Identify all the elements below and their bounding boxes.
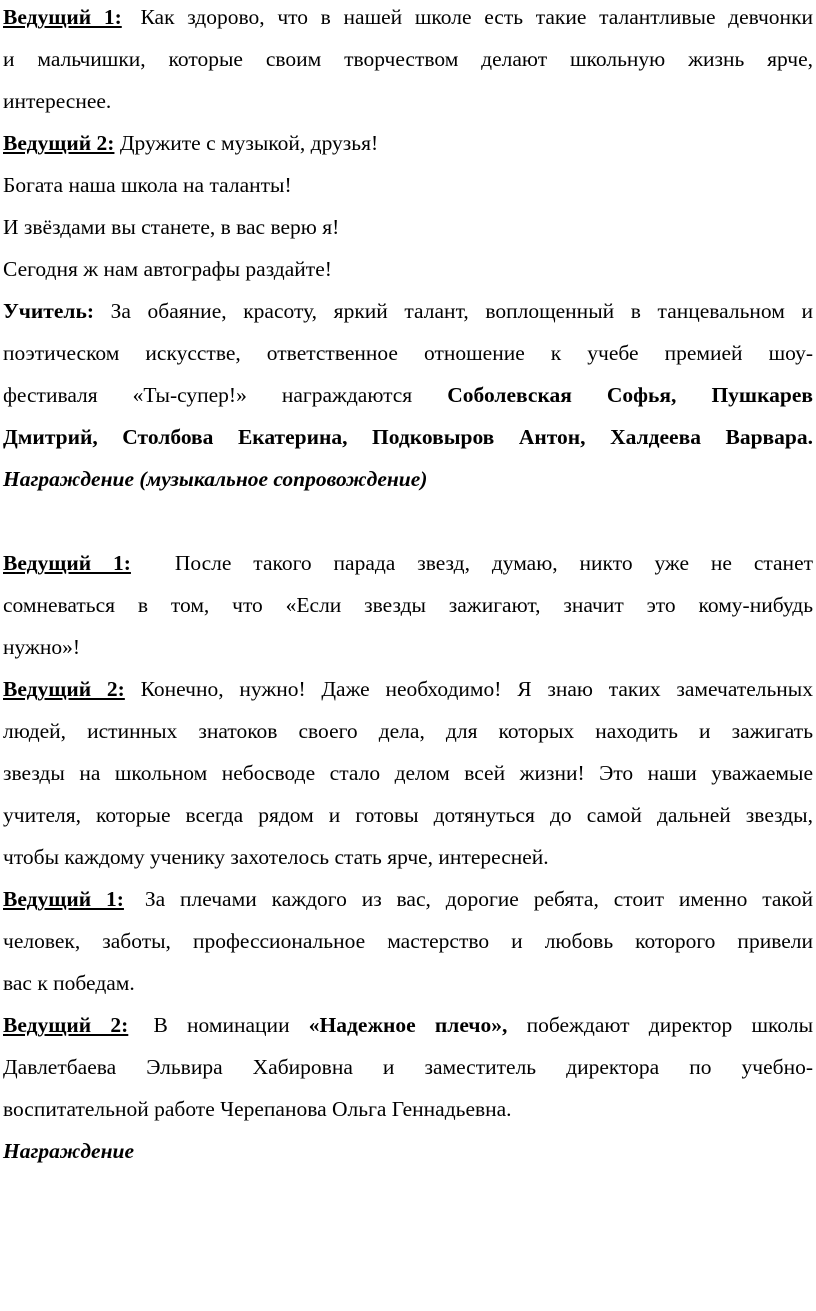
- text-line: [3, 290, 813, 332]
- paragraph-host1-intro: [3, 0, 813, 122]
- text-line: звезды на школьном небосводе стало делом всей жизни! Это наши уважаемые: [3, 761, 813, 785]
- speaker-label: Учитель:: [3, 299, 94, 323]
- text-line: [3, 374, 813, 416]
- text-line: [3, 668, 813, 710]
- line-text: За обаяние, красоту, яркий талант, воплощенный в танцевальном и: [110, 299, 813, 323]
- text-line: воспитательной работе Черепанова Ольга Геннадьевна.: [3, 1097, 512, 1121]
- line-text: Конечно, нужно! Даже необходимо! Я знаю таких замечательных: [140, 677, 814, 701]
- line-text: В номинации: [153, 1013, 290, 1037]
- text-line: И звёздами вы станете, в вас верю я!: [3, 215, 340, 239]
- stage-direction: Награждение: [3, 1139, 135, 1163]
- speaker-label: Ведущий 1:: [3, 887, 124, 911]
- text-line: Богата наша школа на таланты!: [3, 173, 292, 197]
- text-line: вас к победам.: [3, 971, 135, 995]
- text-line: Сегодня ж нам автографы раздайте!: [3, 257, 332, 281]
- text-line: чтобы каждому ученику захотелось стать ярче, интересней.: [3, 845, 549, 869]
- paragraph-host1-shoulders: [3, 878, 813, 1004]
- paragraph-host2-poem: [3, 122, 813, 290]
- speaker-label: Ведущий 1:: [3, 551, 131, 575]
- line-text: Дружите с музыкой, друзья!: [119, 131, 379, 155]
- nomination-title: «Надежное плечо»,: [308, 1013, 508, 1037]
- text-line: сомневаться в том, что «Если звезды зажигают, значит это кому-нибудь: [3, 593, 813, 617]
- speaker-label: Ведущий 2:: [3, 1013, 129, 1037]
- paragraph-teacher-award: [3, 290, 813, 500]
- line-text: побеждают директор школы: [526, 1013, 814, 1037]
- text-line: поэтическом искусстве, ответственное отношение к учебе премией шоу-: [3, 341, 813, 365]
- text-line: [3, 0, 813, 38]
- paragraph-host2-nomination: [3, 1004, 813, 1172]
- text-line: людей, истинных знатоков своего дела, для которых находить и зажигать: [3, 719, 813, 743]
- line-text: За плечами каждого из вас, дорогие ребята, стоит именно такой: [144, 887, 814, 911]
- awardee-names: Соболевская Софья, Пушкарев: [447, 383, 813, 407]
- text-line: человек, заботы, профессиональное мастерство и любовь которого привели: [3, 929, 813, 953]
- paragraph-host1-stars: [3, 542, 813, 668]
- text-line: и мальчишки, которые своим творчеством делают школьную жизнь ярче,: [3, 47, 813, 71]
- text-line: [3, 1004, 813, 1046]
- speaker-label: Ведущий 1:: [3, 5, 122, 29]
- text-line: нужно»!: [3, 635, 80, 659]
- text-line: учителя, которые всегда рядом и готовы дотянуться до самой дальней звезды,: [3, 803, 813, 827]
- line-text: Как здорово, что в нашей школе есть такие талантливые девчонки: [140, 5, 814, 29]
- speaker-label: Ведущий 2:: [3, 677, 125, 701]
- text-line: Давлетбаева Эльвира Хабировна и заместитель директора по учебно-: [3, 1055, 813, 1079]
- text-line: [3, 878, 813, 920]
- text-line: [3, 122, 813, 164]
- paragraph-host2-teachers: [3, 668, 813, 878]
- line-text: фестиваля «Ты-супер!» награждаются: [3, 383, 413, 407]
- stage-direction: Награждение (музыкальное сопровождение): [3, 467, 428, 491]
- awardee-names-line: Дмитрий, Столбова Екатерина, Подковыров Антон, Халдеева Варвара.: [3, 425, 813, 449]
- text-line: [3, 542, 813, 584]
- text-line: интереснее.: [3, 89, 112, 113]
- speaker-label: Ведущий 2:: [3, 131, 115, 155]
- line-text: После такого парада звезд, думаю, никто уже не станет: [174, 551, 814, 575]
